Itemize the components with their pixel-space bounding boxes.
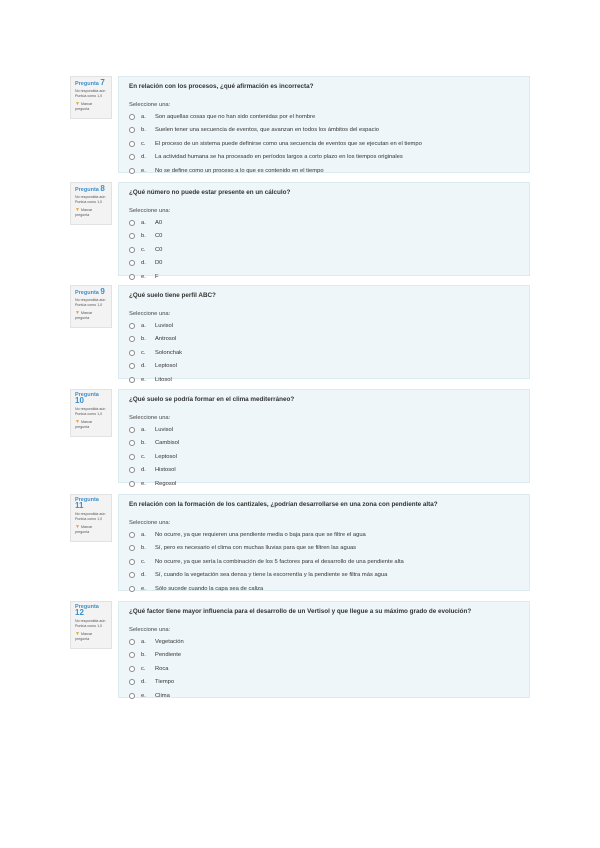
answer-option[interactable] bbox=[129, 164, 519, 178]
flag-question-link[interactable] bbox=[75, 525, 107, 535]
answer-option[interactable] bbox=[129, 243, 519, 257]
answer-option[interactable] bbox=[129, 555, 519, 569]
answer-list bbox=[129, 110, 519, 178]
question-text: ¿Qué número no puede estar presente en un cálculo? bbox=[129, 189, 291, 196]
flag-question-label: Marcar pregunta bbox=[75, 632, 93, 641]
question-status: No respondida aún bbox=[75, 619, 106, 623]
question-status: No respondida aún bbox=[75, 195, 106, 199]
answer-option[interactable] bbox=[129, 151, 519, 165]
answer-prompt: Seleccione una: bbox=[129, 415, 171, 421]
answer-option[interactable] bbox=[129, 373, 519, 387]
question-number-label: Pregunta bbox=[75, 392, 99, 398]
answer-option[interactable] bbox=[129, 582, 519, 596]
answer-letter: c. bbox=[141, 558, 146, 565]
answer-letter: b. bbox=[141, 545, 146, 552]
flag-icon: ▼ bbox=[75, 524, 80, 530]
question-text: En relación con la formación de los cantizales, ¿podrían desarrollarse en una zona con pendiente alta? bbox=[129, 501, 438, 508]
answer-option[interactable] bbox=[129, 346, 519, 360]
answer-option[interactable] bbox=[129, 110, 519, 124]
answer-letter: c. bbox=[141, 665, 146, 672]
answer-text: Leptosol bbox=[155, 363, 177, 370]
answer-text: F bbox=[155, 273, 159, 280]
answer-text: No ocurre, ya que requieren una pendiente media o baja para que se filtre el agua bbox=[155, 531, 366, 538]
question-score: Puntúa como 1,0 bbox=[75, 517, 103, 521]
radio-button[interactable] bbox=[129, 377, 135, 383]
question-number-value: 8 bbox=[100, 184, 105, 193]
answer-text: Cambisol bbox=[155, 440, 180, 447]
flag-question-label: Marcar pregunta bbox=[75, 311, 93, 320]
radio-button[interactable] bbox=[129, 572, 135, 578]
answer-letter: a. bbox=[141, 322, 146, 329]
question-content bbox=[118, 389, 530, 487]
flag-icon: ▼ bbox=[75, 631, 80, 637]
answer-letter: b. bbox=[141, 127, 146, 134]
radio-button[interactable] bbox=[129, 260, 135, 266]
answer-list bbox=[129, 635, 519, 703]
question-text: ¿Qué suelo tiene perfil ABC? bbox=[129, 292, 216, 299]
answer-text: No ocurre, ya que sería la combinación de los 5 factores para el desarrollo de una pendiente alta bbox=[155, 558, 404, 565]
answer-letter: d. bbox=[141, 363, 146, 370]
question-number bbox=[75, 498, 107, 510]
radio-button[interactable] bbox=[129, 274, 135, 280]
radio-button[interactable] bbox=[129, 233, 135, 239]
radio-button[interactable] bbox=[129, 127, 135, 133]
answer-letter: d. bbox=[141, 467, 146, 474]
answer-text: Histosol bbox=[155, 467, 176, 474]
flag-question-label: Marcar pregunta bbox=[75, 102, 93, 111]
radio-button[interactable] bbox=[129, 363, 135, 369]
radio-button[interactable] bbox=[129, 652, 135, 658]
answer-text: No se define como un proceso a lo que es contenido en el tiempo bbox=[155, 167, 324, 174]
answer-option[interactable] bbox=[129, 676, 519, 690]
answer-text: Roca bbox=[155, 665, 169, 672]
question-number-value: 11 bbox=[75, 501, 84, 510]
question-content bbox=[118, 285, 530, 383]
question-number-label: Pregunta bbox=[75, 187, 99, 193]
question-number-value: 7 bbox=[100, 78, 105, 87]
question-number-label: Pregunta bbox=[75, 290, 99, 296]
answer-option[interactable] bbox=[129, 662, 519, 676]
answer-letter: a. bbox=[141, 638, 146, 645]
question-status: No respondida aún bbox=[75, 298, 106, 302]
answer-text: Luvisol bbox=[155, 322, 174, 329]
question-number bbox=[75, 289, 107, 296]
question-content bbox=[118, 494, 530, 591]
flag-question-label: Marcar pregunta bbox=[75, 420, 93, 429]
flag-question-link[interactable] bbox=[75, 420, 107, 430]
answer-letter: c. bbox=[141, 349, 146, 356]
question-content bbox=[118, 601, 530, 698]
question-number bbox=[75, 80, 107, 87]
answer-option[interactable] bbox=[129, 124, 519, 138]
question-score: Puntúa como 1,0 bbox=[75, 412, 103, 416]
flag-question-link[interactable] bbox=[75, 632, 107, 642]
radio-button[interactable] bbox=[129, 336, 135, 342]
flag-icon: ▼ bbox=[75, 310, 80, 316]
answer-option[interactable] bbox=[129, 635, 519, 649]
answer-prompt: Seleccione una: bbox=[129, 520, 171, 526]
question-number bbox=[75, 186, 107, 193]
answer-list bbox=[129, 216, 519, 284]
radio-button[interactable] bbox=[129, 141, 135, 147]
answer-text: Leptosol bbox=[155, 453, 177, 460]
answer-option[interactable] bbox=[129, 216, 519, 230]
answer-text: Solonchak bbox=[155, 349, 183, 356]
flag-question-label: Marcar pregunta bbox=[75, 525, 93, 534]
flag-icon: ▼ bbox=[75, 101, 80, 107]
answer-text: Regosol bbox=[155, 480, 177, 487]
answer-text: Antrosol bbox=[155, 336, 177, 343]
question-status: No respondida aún bbox=[75, 512, 106, 516]
radio-button[interactable] bbox=[129, 532, 135, 538]
answer-option[interactable] bbox=[129, 437, 519, 451]
radio-button[interactable] bbox=[129, 679, 135, 685]
radio-button[interactable] bbox=[129, 440, 135, 446]
answer-letter: d. bbox=[141, 572, 146, 579]
answer-text: Pendiente bbox=[155, 652, 182, 659]
answer-text: Tiempo bbox=[155, 679, 175, 686]
answer-option[interactable] bbox=[129, 477, 519, 491]
question-info bbox=[70, 285, 112, 328]
answer-option[interactable] bbox=[129, 230, 519, 244]
answer-option[interactable] bbox=[129, 450, 519, 464]
answer-text: D0 bbox=[155, 260, 163, 267]
answer-option[interactable] bbox=[129, 257, 519, 271]
radio-button[interactable] bbox=[129, 666, 135, 672]
answer-letter: e. bbox=[141, 167, 146, 174]
question-number bbox=[75, 393, 107, 405]
question-text: ¿Qué suelo se podría formar en el clima mediterráneo? bbox=[129, 396, 295, 403]
question-text: ¿Qué factor tiene mayor influencia para el desarrollo de un Vertisol y que llegue a su máximo grado de evolución? bbox=[129, 608, 472, 615]
answer-letter: a. bbox=[141, 113, 146, 120]
answer-letter: c. bbox=[141, 140, 146, 147]
answer-text: C0 bbox=[155, 246, 163, 253]
answer-text: Litosol bbox=[155, 376, 172, 383]
question-number-value: 10 bbox=[75, 396, 84, 405]
answer-text: A0 bbox=[155, 219, 163, 226]
answer-prompt: Seleccione una: bbox=[129, 102, 171, 108]
flag-question-link[interactable] bbox=[75, 208, 107, 218]
answer-option[interactable] bbox=[129, 569, 519, 583]
answer-letter: b. bbox=[141, 440, 146, 447]
answer-option[interactable] bbox=[129, 528, 519, 542]
question-score: Puntúa como 1,0 bbox=[75, 94, 103, 98]
radio-button[interactable] bbox=[129, 114, 135, 120]
answer-letter: d. bbox=[141, 679, 146, 686]
answer-letter: b. bbox=[141, 336, 146, 343]
answer-text: Suelen tener una secuencia de eventos, que avanzan en todos los ámbitos del espacio bbox=[155, 127, 379, 134]
question-score: Puntúa como 1,0 bbox=[75, 200, 103, 204]
radio-button[interactable] bbox=[129, 693, 135, 699]
radio-button[interactable] bbox=[129, 454, 135, 460]
answer-option[interactable] bbox=[129, 649, 519, 663]
radio-button[interactable] bbox=[129, 639, 135, 645]
answer-option[interactable] bbox=[129, 689, 519, 703]
answer-option[interactable] bbox=[129, 464, 519, 478]
flag-question-link[interactable] bbox=[75, 102, 107, 112]
question-score: Puntúa como 1,0 bbox=[75, 624, 103, 628]
question-status: No respondida aún bbox=[75, 407, 106, 411]
answer-letter: e. bbox=[141, 376, 146, 383]
question-number-label: Pregunta bbox=[75, 604, 99, 610]
answer-option[interactable] bbox=[129, 360, 519, 374]
answer-list bbox=[129, 319, 519, 387]
answer-letter: b. bbox=[141, 233, 146, 240]
radio-button[interactable] bbox=[129, 545, 135, 551]
answer-text: Vegetación bbox=[155, 638, 184, 645]
question-number bbox=[75, 605, 107, 617]
radio-button[interactable] bbox=[129, 168, 135, 174]
question-info bbox=[70, 601, 112, 649]
flag-icon: ▼ bbox=[75, 419, 80, 425]
flag-icon: ▼ bbox=[75, 207, 80, 213]
answer-prompt: Seleccione una: bbox=[129, 627, 171, 633]
answer-text: Clima bbox=[155, 692, 170, 699]
answer-option[interactable] bbox=[129, 137, 519, 151]
answer-letter: e. bbox=[141, 692, 146, 699]
question-number-label: Pregunta bbox=[75, 81, 99, 87]
question-info bbox=[70, 494, 112, 542]
question-status: No respondida aún bbox=[75, 89, 106, 93]
radio-button[interactable] bbox=[129, 323, 135, 329]
answer-letter: e. bbox=[141, 273, 146, 280]
answer-letter: e. bbox=[141, 585, 146, 592]
answer-prompt: Seleccione una: bbox=[129, 208, 171, 214]
answer-letter: d. bbox=[141, 154, 146, 161]
question-score: Puntúa como 1,0 bbox=[75, 303, 103, 307]
question-number-value: 12 bbox=[75, 608, 84, 617]
radio-button[interactable] bbox=[129, 350, 135, 356]
question-info bbox=[70, 389, 112, 437]
radio-button[interactable] bbox=[129, 467, 135, 473]
radio-button[interactable] bbox=[129, 559, 135, 565]
question-content bbox=[118, 182, 530, 280]
radio-button[interactable] bbox=[129, 247, 135, 253]
answer-option[interactable] bbox=[129, 333, 519, 347]
answer-text: Sí, pero es necesario el clima con muchas lluvias para que se filtren las aguas bbox=[155, 545, 357, 552]
answer-text: Sí, cuando la vegetación sea densa y tiene la escorrentía y la pendiente se filtra más agua bbox=[155, 572, 388, 579]
answer-letter: b. bbox=[141, 652, 146, 659]
radio-button[interactable] bbox=[129, 154, 135, 160]
answer-letter: e. bbox=[141, 480, 146, 487]
question-info bbox=[70, 76, 112, 119]
answer-option[interactable] bbox=[129, 270, 519, 284]
question-info bbox=[70, 182, 112, 225]
answer-option[interactable] bbox=[129, 423, 519, 437]
answer-prompt: Seleccione una: bbox=[129, 311, 171, 317]
answer-letter: a. bbox=[141, 219, 146, 226]
question-number-label: Pregunta bbox=[75, 497, 99, 503]
answer-text: El proceso de un sistema puede definirse como una secuencia de eventos que se ejecutan en el tiempo bbox=[155, 140, 422, 147]
answer-letter: c. bbox=[141, 246, 146, 253]
answer-text: Son aquellas cosas que no han sido contenidas por el hombre bbox=[155, 113, 316, 120]
radio-button[interactable] bbox=[129, 481, 135, 487]
answer-option[interactable] bbox=[129, 542, 519, 556]
answer-list bbox=[129, 423, 519, 491]
answer-letter: a. bbox=[141, 531, 146, 538]
flag-question-label: Marcar pregunta bbox=[75, 208, 93, 217]
answer-text: La actividad humana se ha procesado en períodos largos a corto plazo en los tiempos originales bbox=[155, 154, 403, 161]
answer-text: Sólo sucede cuando la capa sea de caliza bbox=[155, 585, 264, 592]
question-text: En relación con los procesos, ¿qué afirmación es incorrecta? bbox=[129, 83, 314, 90]
answer-list bbox=[129, 528, 519, 596]
flag-question-link[interactable] bbox=[75, 311, 107, 321]
answer-letter: c. bbox=[141, 453, 146, 460]
answer-text: C0 bbox=[155, 233, 163, 240]
radio-button[interactable] bbox=[129, 220, 135, 226]
radio-button[interactable] bbox=[129, 427, 135, 433]
answer-text: Luvisol bbox=[155, 426, 174, 433]
answer-letter: a. bbox=[141, 426, 146, 433]
radio-button[interactable] bbox=[129, 586, 135, 592]
answer-option[interactable] bbox=[129, 319, 519, 333]
question-content bbox=[118, 76, 530, 173]
answer-letter: d. bbox=[141, 260, 146, 267]
question-number-value: 9 bbox=[100, 287, 105, 296]
